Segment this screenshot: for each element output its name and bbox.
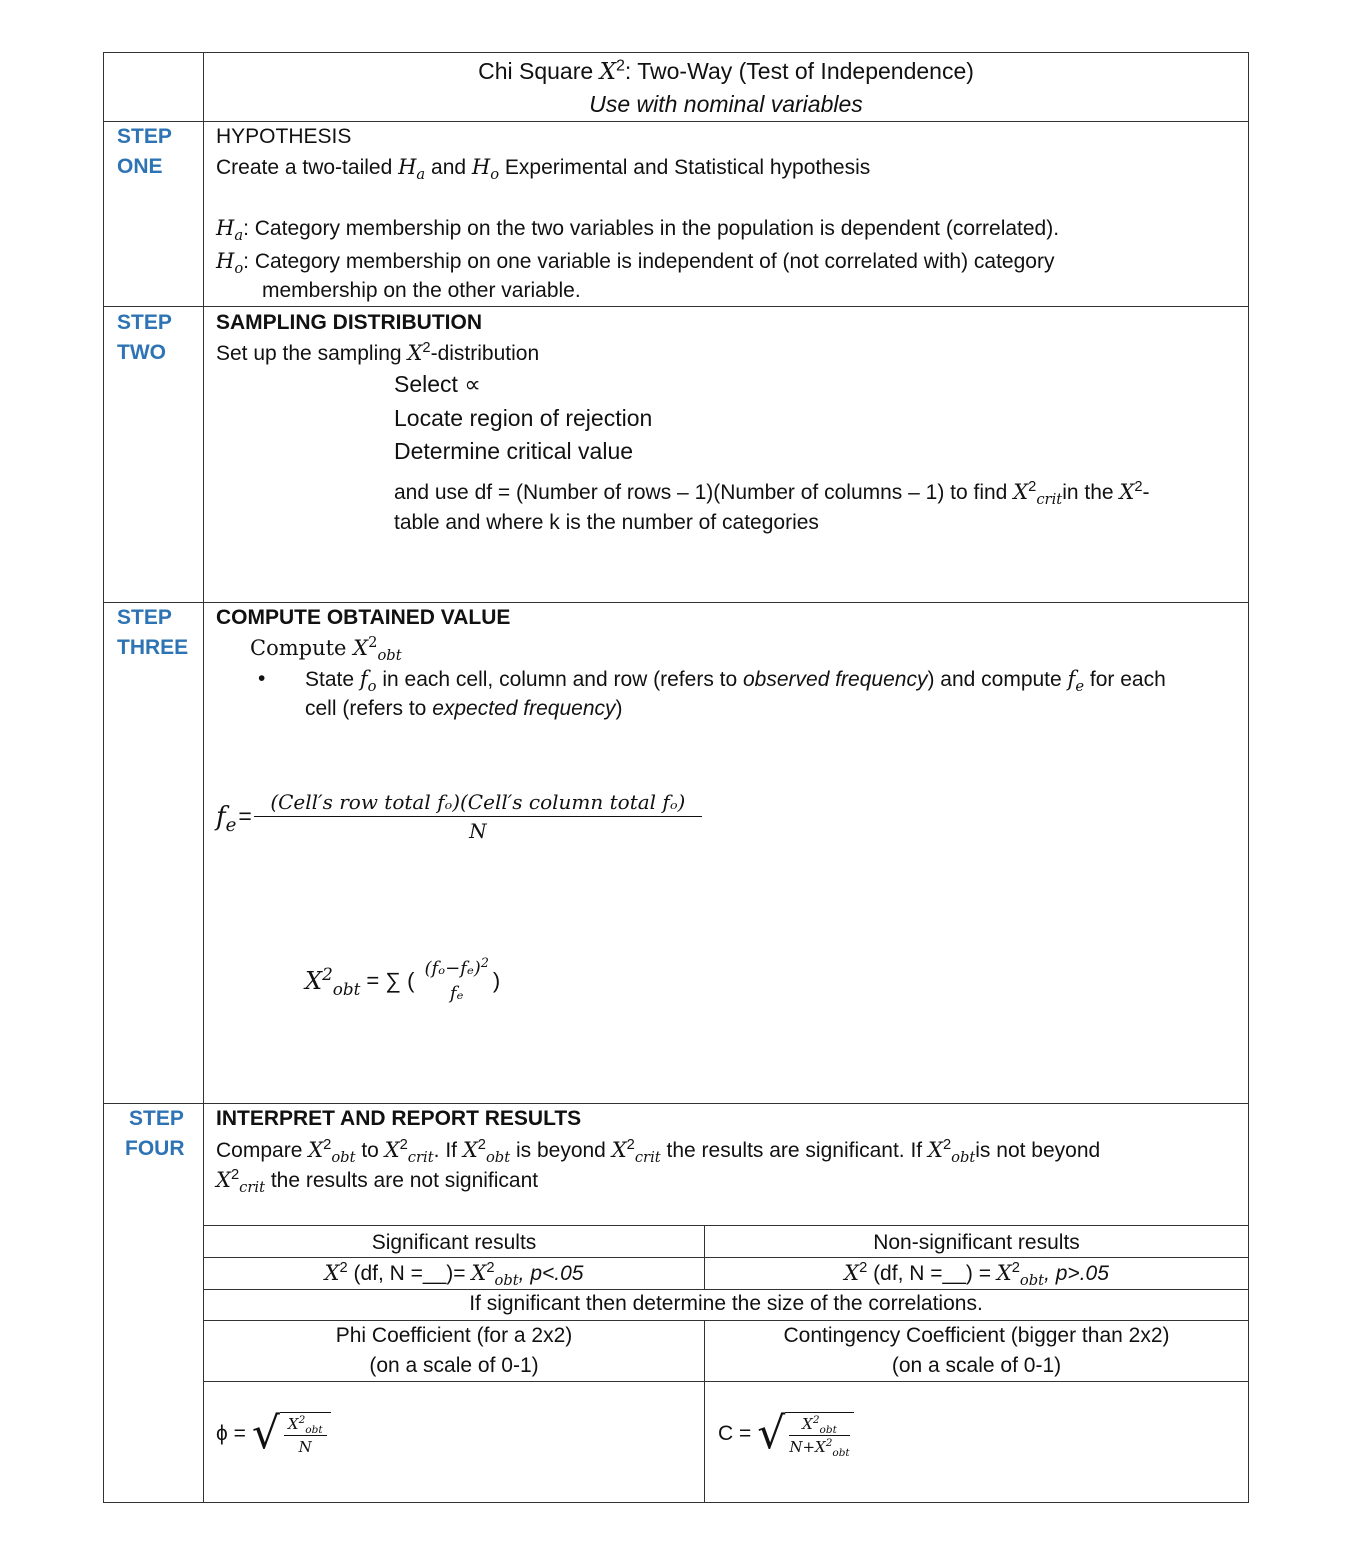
compute-heading: COMPUTE OBTAINED VALUE bbox=[216, 606, 511, 629]
significant-report-format: $X^2$ (df, N =__)= $X^2_{obt}$, p<.05 bbox=[324, 1260, 584, 1290]
nonsignificant-results-header: Non-significant results bbox=[873, 1231, 1080, 1254]
significance-note: If significant then determine the size of the correlations. bbox=[469, 1292, 983, 1315]
interpret-heading: INTERPRET AND REPORT RESULTS bbox=[216, 1107, 582, 1130]
hypothesis-instruction: Create a two-tailed $H_a$ and $H_o$ Experimental and Statistical hypothesis bbox=[216, 155, 871, 184]
phi-coefficient-formula: ϕ = √ $\frac{X^2_{obt}}{N}$ bbox=[216, 1412, 331, 1456]
page-title: Chi Square $X^2$: Two-Way (Test of Independence) bbox=[478, 56, 974, 85]
significant-results-header: Significant results bbox=[371, 1231, 537, 1254]
frequency-instruction: State $f_o$ in each cell, column and row (refers to observed frequency) and compute $f_e$ for each bbox=[305, 667, 1166, 696]
results-divider bbox=[203, 1225, 1249, 1226]
compare-instruction-continued: $X^2_{crit}$ the results are not significant bbox=[216, 1167, 539, 1197]
step-one-label: STEP ONE bbox=[117, 125, 172, 178]
null-hypothesis-continued: membership on the other variable. bbox=[262, 279, 581, 302]
chi-square-obtained-formula: $X^2_{obt}$ = ∑ ( $(f_o-f_e)^2$ fₑ ) bbox=[305, 955, 501, 1004]
compare-instruction: Compare $X^2_{obt}$ to $X^2_{crit}$. If $X^2_{obt}$ is beyond $X^2_{crit}$ the results are significant. If $X^2_{obt}is$ not beyond bbox=[216, 1137, 1101, 1167]
degrees-of-freedom: and use df = (Number of rows – 1)(Number of columns – 1) to find $X^2_{crit}in$ the $X^2-$ bbox=[394, 479, 1150, 509]
contingency-coefficient-formula: C = √ $\frac{X^2_{obt}}{N+X^2_{obt}}$ bbox=[718, 1412, 854, 1456]
phi-coefficient-scale: (on a scale of 0-1) bbox=[369, 1354, 539, 1377]
alternative-hypothesis: $H_a$: Category membership on the two variables in the population is dependent (correlated). bbox=[216, 216, 1060, 245]
locate-region: Locate region of rejection bbox=[394, 405, 653, 431]
step-two-label: STEP TWO bbox=[117, 311, 172, 364]
null-hypothesis: $H_o$: Category membership on one variable is independent of (not correlated with) category bbox=[216, 249, 1055, 278]
row-divider bbox=[103, 306, 1249, 307]
expected-frequency-formula: $f_e$ = $\frac{\text{(Cell′s row total fₒ)(Cell′s column total fₒ)}}{N}$ bbox=[216, 790, 702, 843]
determine-critical: Determine critical value bbox=[394, 438, 634, 464]
page-subtitle: Use with nominal variables bbox=[589, 91, 863, 117]
results-divider bbox=[203, 1381, 1249, 1382]
phi-coefficient-title: Phi Coefficient (for a 2x2) bbox=[335, 1324, 573, 1347]
sampling-setup: Set up the sampling $X^2$-distribution bbox=[216, 340, 540, 365]
step-three-label: STEP THREE bbox=[117, 606, 189, 659]
degrees-of-freedom-continued: table and where k is the number of categories bbox=[394, 511, 819, 534]
step-four-label: STEP FOUR bbox=[125, 1107, 185, 1160]
compute-chi-square: Compute $X^2_{obt}$ bbox=[250, 634, 402, 665]
nonsignificant-report-format: $X^2$ (df, N =__) = $X^2_{obt}$, p>.05 bbox=[844, 1260, 1109, 1290]
contingency-coefficient-title: Contingency Coefficient (bigger than 2x2) bbox=[783, 1324, 1170, 1347]
sampling-heading: SAMPLING DISTRIBUTION bbox=[216, 311, 482, 334]
hypothesis-heading: HYPOTHESIS bbox=[216, 125, 352, 148]
bullet-point: • bbox=[258, 667, 266, 690]
frequency-instruction-continued: cell (refers to expected frequency) bbox=[305, 697, 623, 720]
select-alpha: Select ∝ bbox=[394, 371, 481, 397]
contingency-coefficient-scale: (on a scale of 0-1) bbox=[891, 1354, 1062, 1377]
